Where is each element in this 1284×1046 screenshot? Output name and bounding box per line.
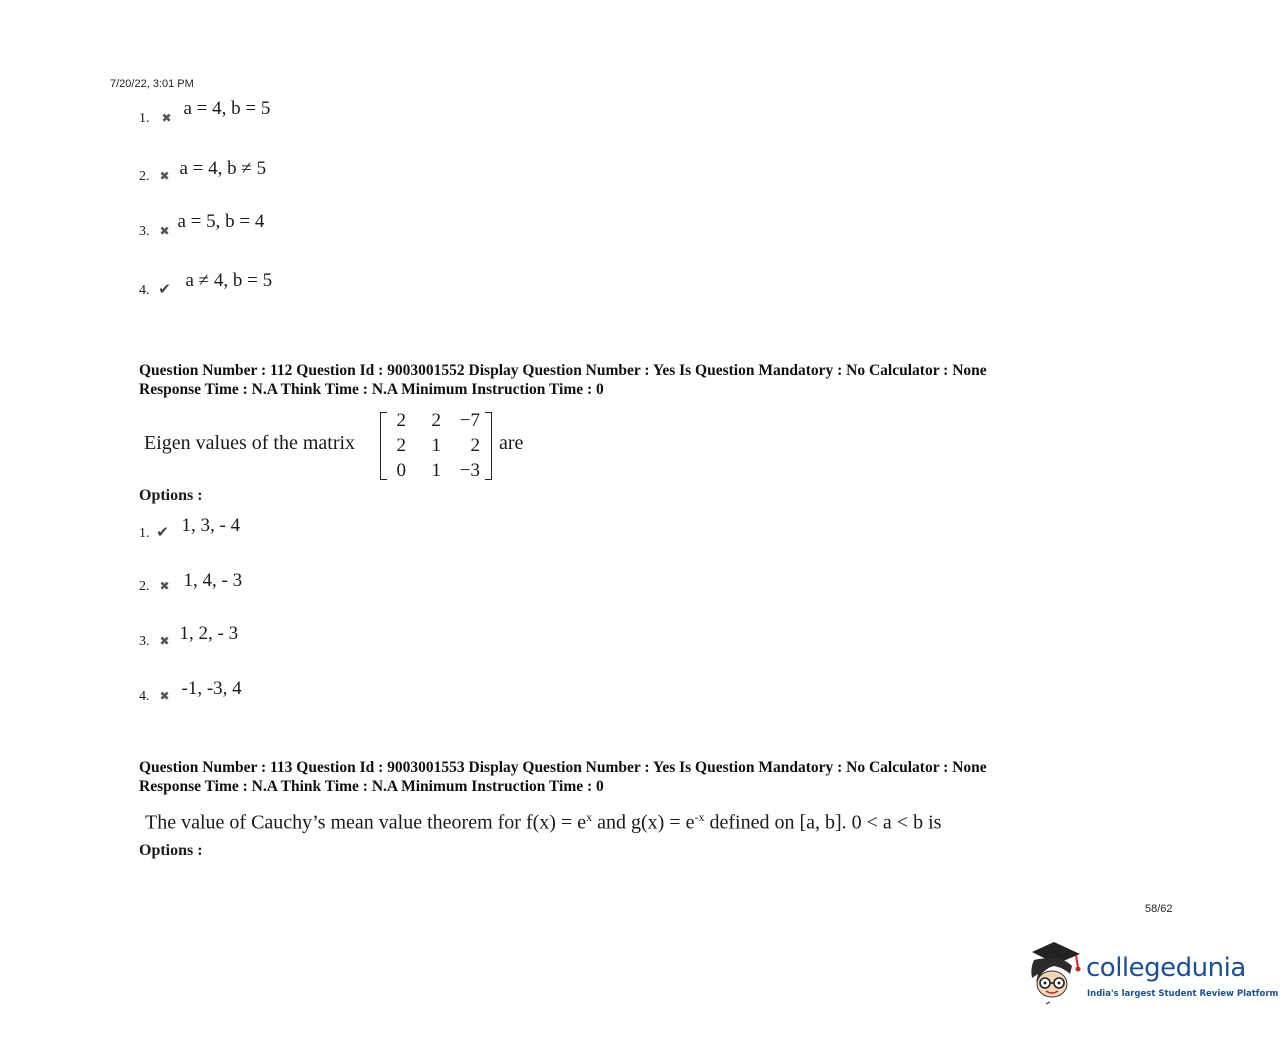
option-row <box>139 515 241 543</box>
cross-icon: ✖ <box>159 169 170 183</box>
question-meta-line-1: Question Number : 113 Question Id : 9003001553 Display Question Number : Yes Is Question Mandatory : No Calculator : None <box>139 759 987 776</box>
matrix-cell: 2 <box>470 435 480 456</box>
option-text: a ≠ 4, b = 5 <box>185 270 273 291</box>
cross-icon: ✖ <box>159 579 170 593</box>
option-row <box>139 98 271 128</box>
option-number: 3. <box>139 634 150 649</box>
option-number: 2. <box>139 169 150 184</box>
option-number: 1. <box>139 526 150 541</box>
option-number: 4. <box>139 689 150 704</box>
cross-icon: ✖ <box>159 689 170 703</box>
option-row <box>139 570 243 596</box>
question-text-before: Eigen values of the matrix <box>144 432 356 454</box>
question-text <box>145 810 941 835</box>
options-label: Options : <box>139 842 203 859</box>
matrix-cell: 2 <box>396 410 406 431</box>
matrix-cell: 1 <box>431 460 441 481</box>
option-row <box>139 678 242 706</box>
question-text-part: and g(x) = e <box>592 811 695 834</box>
matrix-cell: −3 <box>459 460 480 481</box>
matrix-cell: 2 <box>396 435 406 456</box>
collegedunia-tagline: India's largest Student Review Platform <box>1087 989 1279 999</box>
question-text-part: defined on [a, b]. 0 < a < b is <box>704 811 942 834</box>
matrix-cell: 0 <box>396 460 406 481</box>
check-icon: ✔ <box>156 523 169 541</box>
collegedunia-mascot-logo <box>1024 938 1084 1008</box>
page-number: 58/62 <box>1145 903 1173 915</box>
option-row <box>139 623 239 651</box>
question-text-part: The value of Cauchy’s mean value theorem for f(x) = e <box>145 811 587 834</box>
question-meta-line-2: Response Time : N.A Think Time : N.A Minimum Instruction Time : 0 <box>139 381 604 398</box>
option-number: 1. <box>139 111 150 126</box>
question-text-after: are <box>499 432 524 454</box>
cross-icon: ✖ <box>159 634 170 648</box>
option-text: a = 4, b ≠ 5 <box>179 158 267 179</box>
cross-icon: ✖ <box>159 224 170 238</box>
matrix-cell: 1 <box>431 435 441 456</box>
option-text: -1, -3, 4 <box>181 678 242 699</box>
matrix-cell: 2 <box>431 410 441 431</box>
question-meta-line-1: Question Number : 112 Question Id : 9003001552 Display Question Number : Yes Is Question Mandatory : No Calculator : None <box>139 362 987 379</box>
option-text: 1, 2, - 3 <box>179 623 239 644</box>
superscript: x <box>586 810 593 824</box>
option-row <box>139 270 273 300</box>
cross-icon: ✖ <box>161 111 172 125</box>
option-row <box>139 158 267 186</box>
option-number: 4. <box>139 283 150 298</box>
timestamp: 7/20/22, 3:01 PM <box>110 78 194 90</box>
option-text: 1, 4, - 3 <box>183 570 243 591</box>
option-number: 2. <box>139 579 150 594</box>
question-meta-line-2: Response Time : N.A Think Time : N.A Minimum Instruction Time : 0 <box>139 778 604 795</box>
option-text: a = 4, b = 5 <box>183 98 271 119</box>
option-number: 3. <box>139 224 150 239</box>
collegedunia-logo-text: collegedunia <box>1086 953 1246 983</box>
options-label: Options : <box>139 487 203 504</box>
matrix <box>380 412 492 480</box>
matrix-right-bracket <box>485 412 492 480</box>
matrix-cell: −7 <box>459 410 480 431</box>
option-text: a = 5, b = 4 <box>177 211 265 232</box>
option-row <box>139 211 265 241</box>
check-icon: ✔ <box>158 280 171 298</box>
superscript: -x <box>694 810 705 824</box>
option-text: 1, 3, - 4 <box>181 515 241 536</box>
